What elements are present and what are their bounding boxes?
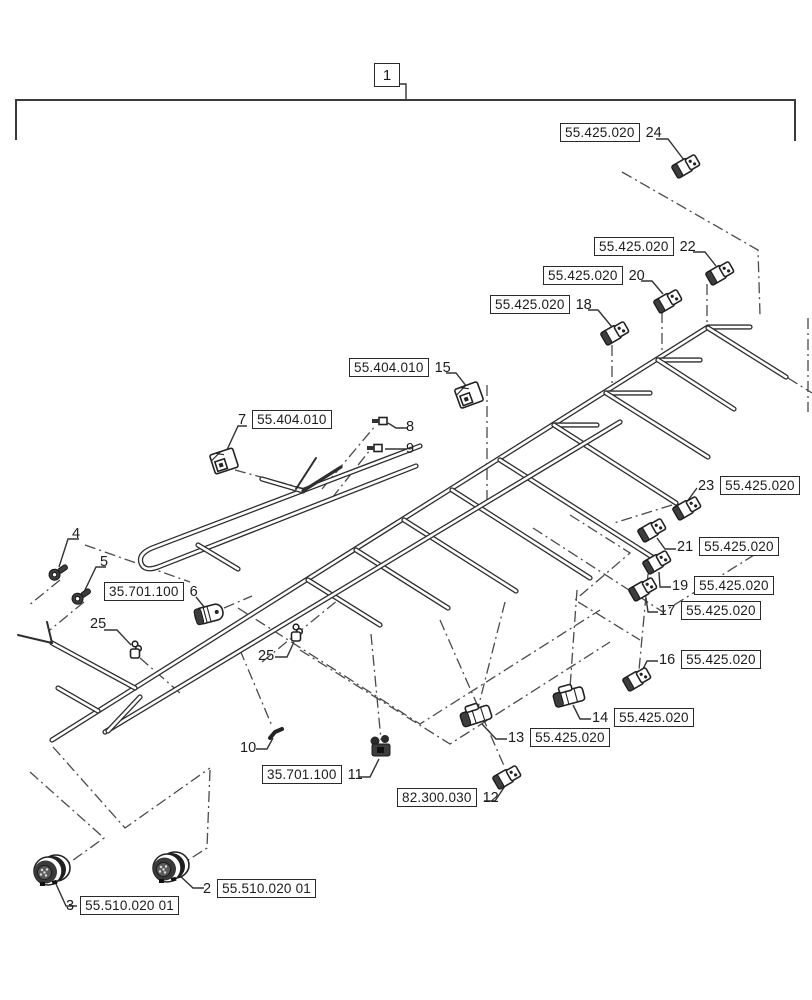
callout-15 xyxy=(349,358,451,377)
item-number: 7 xyxy=(238,411,247,428)
clip-25-right-icon xyxy=(292,624,303,641)
connector-16-icon xyxy=(622,666,652,691)
part-code-box[interactable]: 35.701.100 xyxy=(262,765,342,784)
callout-17 xyxy=(659,601,761,620)
callout-14 xyxy=(592,708,694,727)
item-number: 17 xyxy=(659,602,676,619)
phantom-lines xyxy=(28,172,812,868)
part-code-box[interactable]: 55.404.010 xyxy=(349,358,429,377)
item-number: 8 xyxy=(406,419,415,435)
item-number: 3 xyxy=(66,897,75,914)
item-number: 22 xyxy=(679,238,696,255)
part-code-box[interactable]: 55.425.020 xyxy=(614,708,694,727)
callout-24 xyxy=(560,123,662,142)
callout-20 xyxy=(543,266,645,285)
connector-7-icon xyxy=(209,448,238,474)
part-code-box[interactable]: 55.425.020 xyxy=(490,295,570,314)
part-code-box[interactable]: 82.300.030 xyxy=(397,788,477,807)
item-number: 10 xyxy=(240,740,257,756)
item-number: 14 xyxy=(592,709,609,726)
callout-13 xyxy=(508,728,610,747)
callout-25-left xyxy=(90,616,106,632)
connector-24-icon xyxy=(671,153,701,178)
part-code-box[interactable]: 55.425.020 xyxy=(594,237,674,256)
connector-20-icon xyxy=(653,288,683,313)
callout-23 xyxy=(698,476,800,495)
item-number: 16 xyxy=(659,651,676,668)
item-number: 24 xyxy=(645,124,662,141)
part-code-box[interactable]: 55.425.020 xyxy=(694,576,774,595)
item-number: 4 xyxy=(72,526,81,542)
connector-23-icon xyxy=(672,495,702,520)
connector-22-icon xyxy=(705,260,735,285)
clip-25-left-icon xyxy=(131,641,142,658)
callout-2 xyxy=(203,879,316,898)
pin-10-icon xyxy=(270,729,282,738)
callout-12 xyxy=(397,788,499,807)
callout-3 xyxy=(66,896,179,915)
part-code-box[interactable]: 55.425.020 xyxy=(681,650,761,669)
item-number: 19 xyxy=(672,577,689,594)
part-code-box[interactable]: 55.425.020 xyxy=(530,728,610,747)
part-code-box[interactable]: 55.425.020 xyxy=(560,123,640,142)
connector-13-icon xyxy=(458,700,492,727)
item-number: 23 xyxy=(698,477,715,494)
ring-terminal-5-icon xyxy=(70,586,93,607)
callout-8 xyxy=(406,419,414,435)
callout-18 xyxy=(490,295,592,314)
item-number: 25 xyxy=(90,616,107,632)
assembly-bracket xyxy=(16,84,795,141)
callout-9 xyxy=(406,441,414,457)
callout-10 xyxy=(240,740,256,756)
callout-19 xyxy=(672,576,774,595)
item-number: 20 xyxy=(628,267,645,284)
part-code-box[interactable]: 55.510.020 01 xyxy=(80,896,179,915)
item-number: 12 xyxy=(482,789,499,806)
assembly-callout-box: 1 xyxy=(374,63,400,87)
connector-17-icon xyxy=(628,576,658,601)
callout-22 xyxy=(594,237,696,256)
connector-15-icon xyxy=(454,381,483,408)
part-code-box[interactable]: 35.701.100 xyxy=(104,582,184,601)
terminal-8-icon xyxy=(372,418,387,425)
item-number: 5 xyxy=(100,554,109,570)
round-connector-3-icon xyxy=(34,855,70,886)
connector-18-icon xyxy=(600,320,630,345)
part-code-box[interactable]: 55.425.020 xyxy=(720,476,800,495)
item-number: 6 xyxy=(189,583,198,600)
callout-7 xyxy=(238,410,332,429)
harness-wires xyxy=(18,327,786,740)
callout-6 xyxy=(104,582,198,601)
connector-21-icon xyxy=(637,517,667,542)
callout-16 xyxy=(659,650,761,669)
item-number: 25 xyxy=(258,648,275,664)
callout-25-right xyxy=(258,648,274,664)
ring-terminal-4-icon xyxy=(47,562,70,583)
item-number: 21 xyxy=(677,538,694,555)
part-code-box[interactable]: 55.404.010 xyxy=(252,410,332,429)
callout-21 xyxy=(677,537,779,556)
connector-6-icon xyxy=(193,603,224,626)
part-code-box[interactable]: 55.510.020 01 xyxy=(217,879,316,898)
part-code-box[interactable]: 55.425.020 xyxy=(543,266,623,285)
item-number: 13 xyxy=(508,729,525,746)
item-number: 18 xyxy=(575,296,592,313)
connector-12-icon xyxy=(492,764,522,789)
part-code-box[interactable]: 55.425.020 xyxy=(681,601,761,620)
item-number: 9 xyxy=(406,441,415,457)
terminal-9-icon xyxy=(367,445,382,452)
callout-5 xyxy=(100,554,108,570)
connector-icons xyxy=(34,153,735,886)
item-number: 11 xyxy=(347,766,363,783)
connector-11-icon xyxy=(371,735,391,756)
callout-11 xyxy=(262,765,363,784)
item-number: 2 xyxy=(203,880,212,897)
callout-4 xyxy=(72,526,80,542)
connector-14-icon xyxy=(551,682,585,708)
item-number: 15 xyxy=(434,359,451,376)
part-code-box[interactable]: 55.425.020 xyxy=(699,537,779,556)
